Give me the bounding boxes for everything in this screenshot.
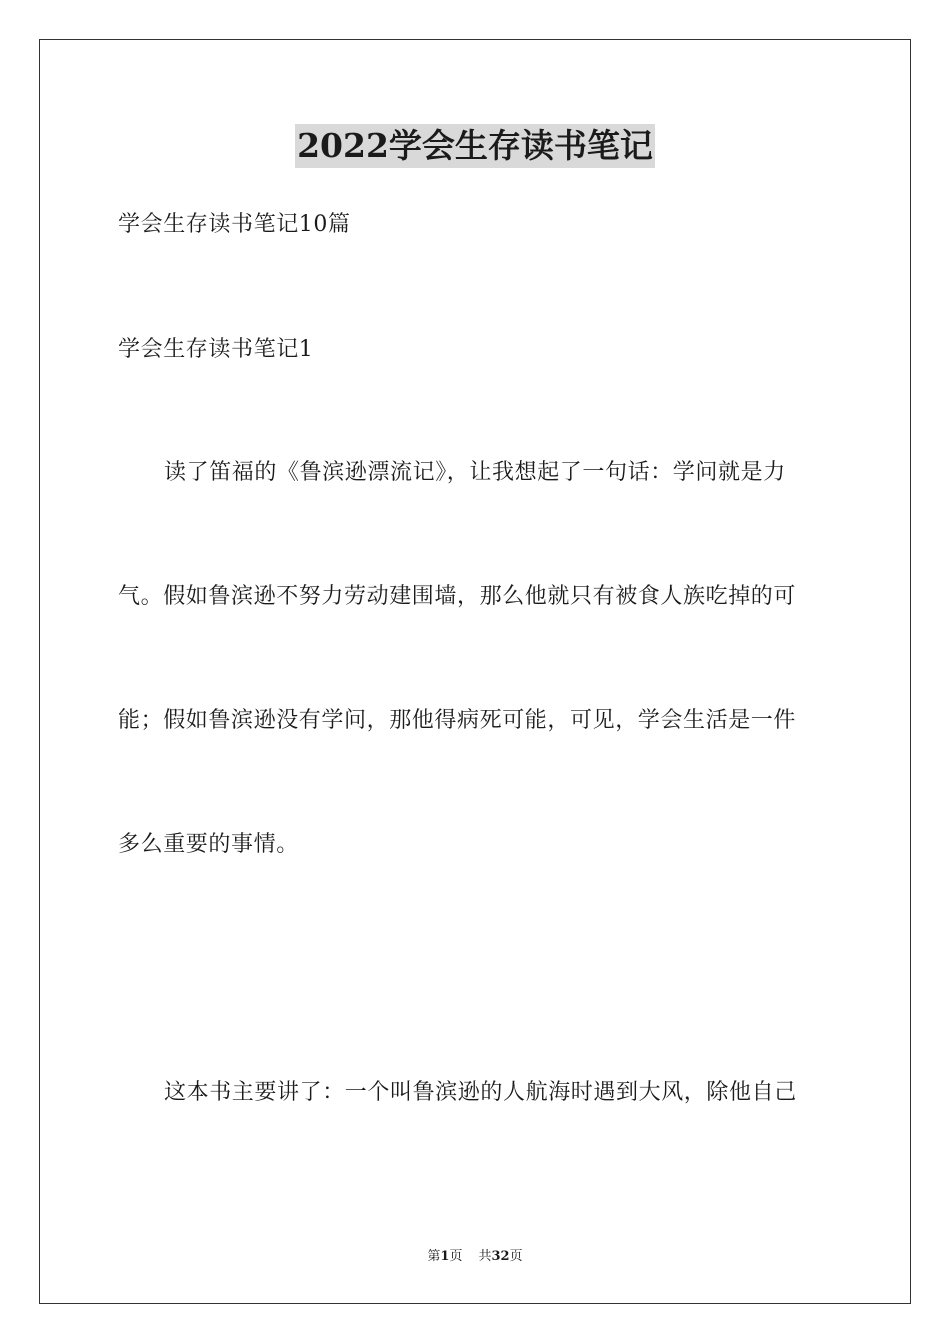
paragraph1-line4: 多么重要的事情。 [118, 832, 299, 857]
footer-total-pages: 32 [491, 1249, 510, 1264]
footer-total-suffix: 页 [509, 1249, 523, 1264]
footer-total-prefix: 共 [478, 1249, 492, 1264]
footer-page-current: 1 [440, 1249, 450, 1264]
paragraph1-line2: 气。假如鲁滨逊不努力劳动建围墙，那么他就只有被食人族吃掉的可 [118, 584, 797, 609]
paragraph2-line1: 这本书主要讲了：一个叫鲁滨逊的人航海时遇到大风，除他自己 [164, 1080, 797, 1105]
paragraph1-line3: 能；假如鲁滨逊没有学问，那他得病死可能，可见，学会生活是一件 [118, 708, 797, 733]
page-footer [0, 1248, 950, 1266]
document-title [0, 124, 950, 174]
document-subtitle: 学会生存读书笔记10篇 [118, 212, 351, 237]
footer-page-prefix: 第 [427, 1249, 441, 1264]
footer-page-suffix: 页 [449, 1249, 463, 1264]
paragraph1-line1: 读了笛福的《鲁滨逊漂流记》，让我想起了一句话：学问就是力 [164, 460, 786, 485]
section-heading: 学会生存读书笔记1 [118, 337, 314, 362]
title-text: 2022学会生存读书笔记 [295, 124, 655, 168]
